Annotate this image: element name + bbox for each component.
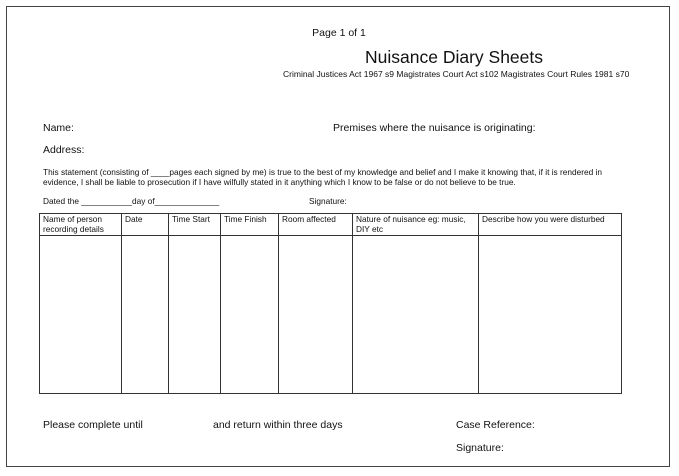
table-cell-room[interactable] [279, 236, 353, 394]
column-header-time-finish: Time Finish [221, 214, 279, 236]
statement-text: This statement (consisting of ____pages each signed by me) is true to the best of my knowledge and belief and I make it knowing that, if it is rendered in evidence, I shall be liable to prosecution if I have wilfully stated in it anything which I know to be false or do not believe to be true. [43, 167, 602, 188]
table-cell-date[interactable] [122, 236, 169, 394]
page-number: Page 1 of 1 [312, 27, 366, 39]
name-label: Name: [43, 122, 74, 134]
column-header-date: Date [122, 214, 169, 236]
diary-sheet-page [6, 6, 670, 467]
table-cell-name[interactable] [40, 236, 122, 394]
table-cell-nature[interactable] [353, 236, 479, 394]
complete-until-label: Please complete until [43, 419, 143, 431]
column-header-nature: Nature of nuisance eg: music, DIY etc [353, 214, 479, 236]
legislation-subtitle: Criminal Justices Act 1967 s9 Magistrates Court Act s102 Magistrates Court Rules 1981 s70 [283, 69, 630, 79]
table-cell-time-start[interactable] [169, 236, 221, 394]
return-within-label: and return within three days [213, 419, 343, 431]
table-row [40, 236, 622, 394]
address-label: Address: [43, 144, 85, 156]
column-header-room: Room affected [279, 214, 353, 236]
column-header-describe: Describe how you were disturbed [479, 214, 622, 236]
table-cell-time-finish[interactable] [221, 236, 279, 394]
column-header-time-start: Time Start [169, 214, 221, 236]
table-cell-describe[interactable] [479, 236, 622, 394]
page-title: Nuisance Diary Sheets [365, 47, 543, 67]
column-header-name: Name of person recording details [40, 214, 122, 236]
signature-label: Signature: [309, 196, 347, 206]
table-header-row [40, 214, 622, 236]
diary-table [39, 213, 622, 394]
dated-label: Dated the ___________day of______________ [43, 196, 220, 206]
footer-signature-label: Signature: [456, 442, 504, 454]
premises-label: Premises where the nuisance is originating: [333, 122, 536, 134]
case-reference-label: Case Reference: [456, 419, 535, 431]
